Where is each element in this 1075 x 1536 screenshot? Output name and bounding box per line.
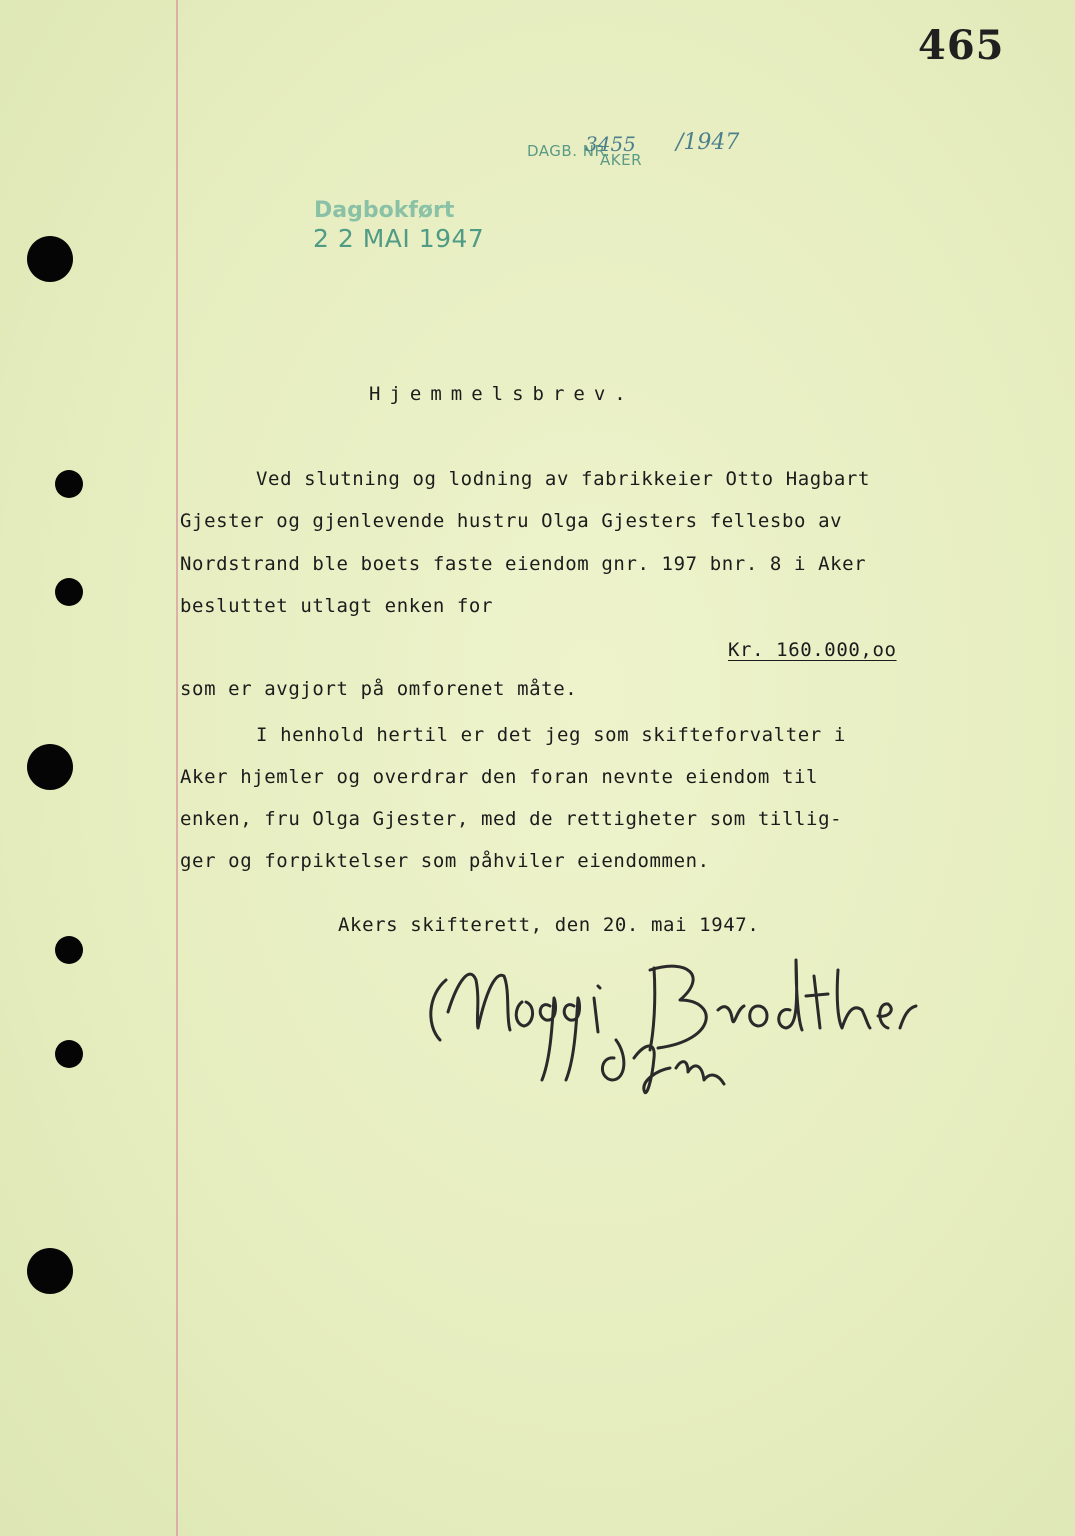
- punch-hole: [55, 1040, 83, 1068]
- punch-hole: [55, 578, 83, 606]
- handwritten-signature: [418, 940, 928, 1110]
- diary-place: AKER: [600, 151, 642, 169]
- received-stamp-label: Dagbokført: [314, 198, 455, 223]
- page-number: 465: [918, 22, 1005, 69]
- body-line: Ved slutning og lodning av fabrikkeier Otto Hagbart: [256, 468, 870, 490]
- punch-hole: [27, 744, 73, 790]
- punch-hole: [27, 236, 73, 282]
- amount: Kr. 160.000,oo: [728, 639, 897, 661]
- body-line: Aker hjemler og overdrar den foran nevnte eiendom til: [180, 766, 819, 788]
- margin-rule: [176, 0, 178, 1536]
- punch-hole: [55, 936, 83, 964]
- punch-hole: [27, 1248, 73, 1294]
- body-line: Gjester og gjenlevende hustru Olga Gjesters fellesbo av: [180, 510, 843, 532]
- body-line: Nordstrand ble boets faste eiendom gnr. 197 bnr. 8 i Aker: [180, 553, 867, 575]
- punch-hole: [55, 470, 83, 498]
- body-line: enken, fru Olga Gjester, med de rettigheter som tillig-: [180, 808, 843, 830]
- body-line: som er avgjort på omforenet måte.: [180, 678, 578, 700]
- place-and-date: Akers skifterett, den 20. mai 1947.: [338, 914, 760, 936]
- body-line: I henhold hertil er det jeg som skifteforvalter i: [256, 724, 846, 746]
- diary-number: 3455: [585, 132, 636, 156]
- body-line: ger og forpiktelser som påhviler eiendommen.: [180, 850, 710, 872]
- document-title: Hjemmelsbrev.: [369, 383, 635, 405]
- diary-year: /1947: [676, 130, 740, 155]
- body-line: besluttet utlagt enken for: [180, 595, 494, 617]
- diary-number-label: DAGB. NR.: [527, 142, 611, 160]
- received-stamp-date: 2 2 MAI 1947: [313, 224, 485, 253]
